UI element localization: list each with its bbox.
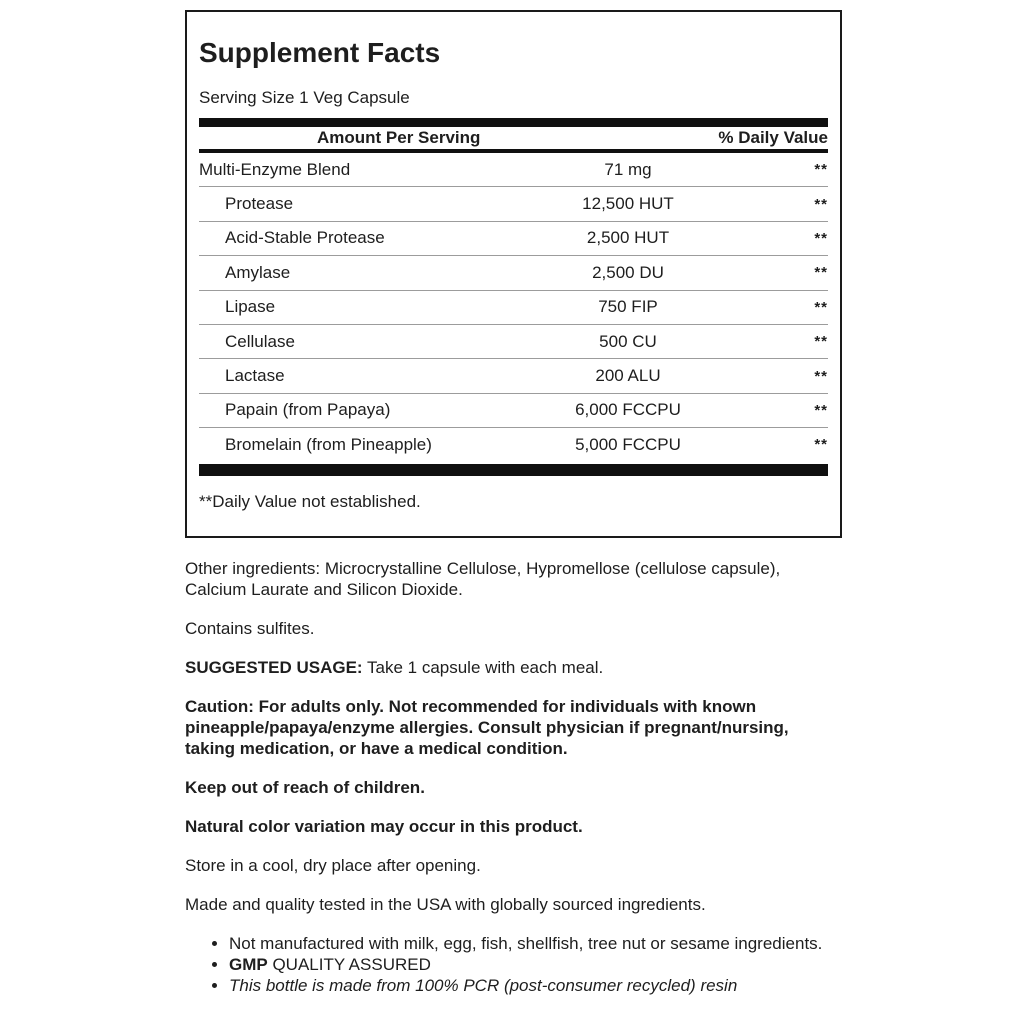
ingredient-daily-value: ** <box>814 401 828 419</box>
ingredient-name: Cellulase <box>225 331 295 351</box>
ingredient-amount: 2,500 HUT <box>586 228 670 248</box>
table-row <box>199 187 828 221</box>
table-row <box>199 222 828 256</box>
suggested-usage-label: SUGGESTED USAGE: <box>185 658 363 677</box>
ingredient-amount: 200 ALU <box>595 366 661 386</box>
table-row <box>199 256 828 290</box>
color-variation-text: Natural color variation may occur in this product. <box>185 817 583 836</box>
ingredient-name: Papain (from Papaya) <box>225 400 391 420</box>
ingredient-daily-value: ** <box>814 161 828 179</box>
storage-text: Store in a cool, dry place after opening. <box>185 856 481 875</box>
footnote-bullet-list <box>185 933 845 996</box>
made-in-usa-text: Made and quality tested in the USA with globally sourced ingredients. <box>185 895 706 914</box>
ingredient-amount: 12,500 HUT <box>582 194 674 214</box>
ingredient-amount: 6,000 FCCPU <box>575 400 681 420</box>
table-row <box>199 153 828 187</box>
panel-title: Supplement Facts <box>199 37 441 68</box>
ingredient-daily-value: ** <box>814 264 828 282</box>
divider-bar-top <box>199 118 828 127</box>
bullet-item: • This bottle is made from 100% PCR (post-consumer recycled) resin <box>229 975 845 996</box>
table-row <box>199 394 828 428</box>
caution-text: Caution: For adults only. Not recommended for individuals with known pineapple/papaya/enzyme allergies. Consult physician if pregnant/nursing, taking medication, or have a medical condition. <box>185 697 789 758</box>
bullet-item: • GMP QUALITY ASSURED <box>229 954 845 975</box>
keep-out-of-reach-text: Keep out of reach of children. <box>185 778 425 797</box>
other-ingredients-text: Other ingredients: Microcrystalline Cellulose, Hypromellose (cellulose capsule), Calcium Laurate and Silicon Dioxide. <box>185 559 781 599</box>
supplement-facts-panel <box>185 10 842 538</box>
ingredient-daily-value: ** <box>814 298 828 316</box>
ingredient-daily-value: ** <box>814 436 828 454</box>
ingredient-name: Amylase <box>225 262 291 282</box>
daily-value-header: % Daily Value <box>718 128 828 147</box>
ingredient-rows <box>199 153 828 462</box>
ingredient-amount: 2,500 DU <box>592 262 664 282</box>
ingredient-daily-value: ** <box>814 229 828 247</box>
table-header-row <box>199 127 828 149</box>
bullet-item: • Not manufactured with milk, egg, fish, shellfish, tree nut or sesame ingredients. <box>229 933 845 954</box>
amount-per-serving-header: Amount Per Serving <box>317 128 481 147</box>
ingredient-name: Bromelain (from Pineapple) <box>225 434 432 454</box>
ingredient-amount: 750 FIP <box>598 297 658 317</box>
ingredient-name: Lactase <box>225 366 285 386</box>
ingredient-daily-value: ** <box>814 195 828 213</box>
ingredient-name: Multi-Enzyme Blend <box>199 159 351 179</box>
table-row <box>199 359 828 393</box>
table-row <box>199 291 828 325</box>
serving-size: Serving Size 1 Veg Capsule <box>199 88 410 107</box>
contains-text: Contains sulfites. <box>185 619 315 638</box>
divider-bar-bottom <box>199 464 828 476</box>
daily-value-footnote: **Daily Value not established. <box>199 491 421 511</box>
ingredient-amount: 71 mg <box>604 159 652 179</box>
ingredient-daily-value: ** <box>814 367 828 385</box>
ingredient-daily-value: ** <box>814 333 828 351</box>
ingredient-name: Acid-Stable Protease <box>225 228 385 248</box>
table-row <box>199 428 828 461</box>
ingredient-name: Lipase <box>225 297 276 317</box>
ingredient-amount: 5,000 FCCPU <box>575 434 681 454</box>
suggested-usage-text: SUGGESTED USAGE: Take 1 capsule with each meal. <box>185 658 604 677</box>
ingredient-amount: 500 CU <box>599 331 657 351</box>
table-row <box>199 325 828 359</box>
label-body-text <box>185 558 845 996</box>
ingredient-name: Protease <box>225 194 294 214</box>
